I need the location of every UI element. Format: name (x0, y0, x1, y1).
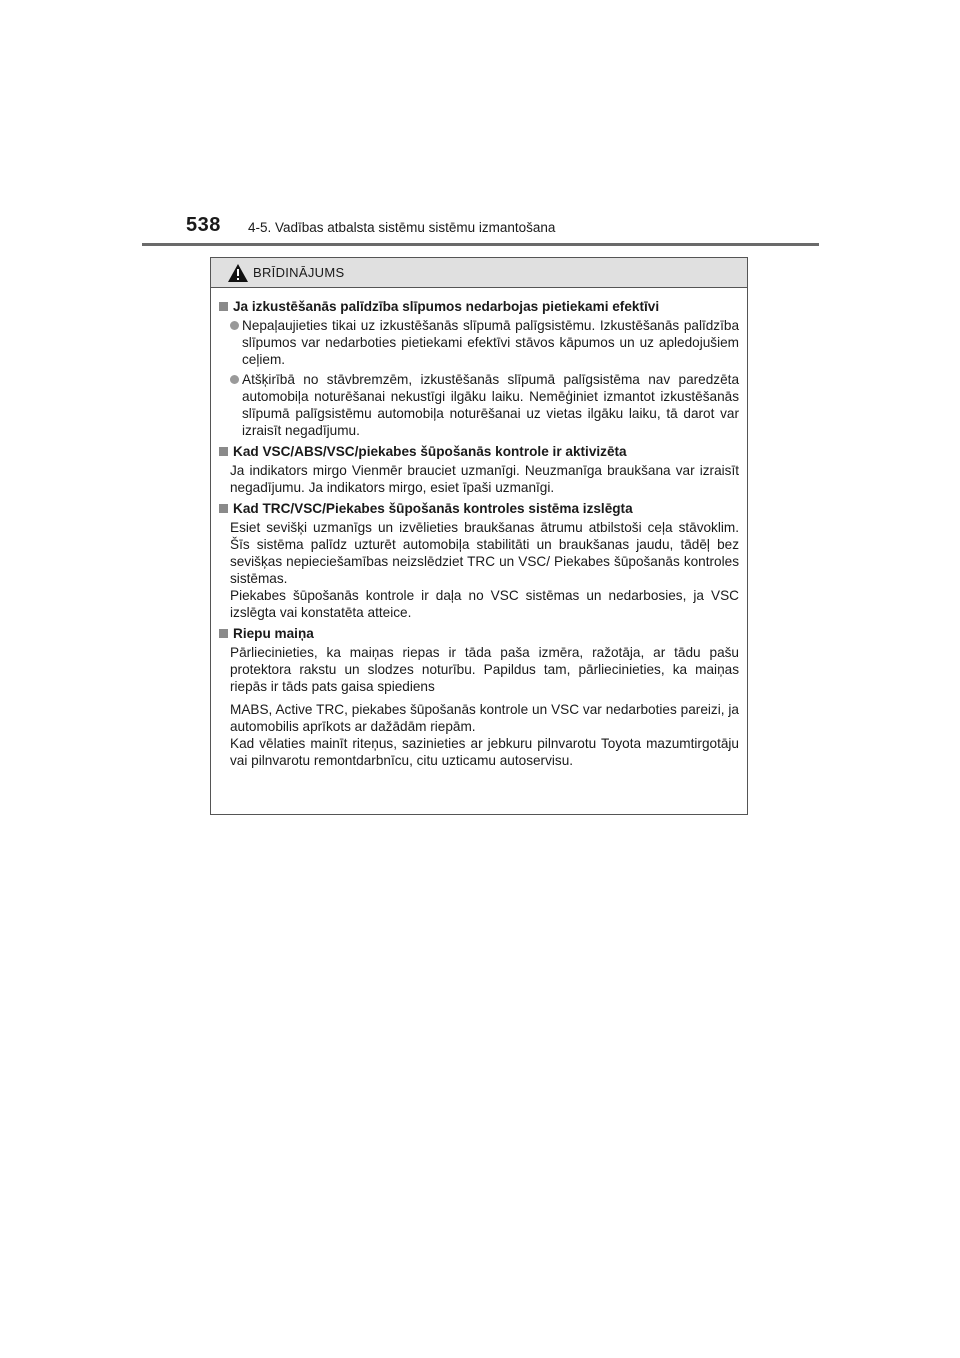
warning-body (211, 288, 747, 769)
paragraph: Piekabes šūpošanās kontrole ir daļa no VSC sistēmas un nedarbosies, ja VSC izslēgta vai konstatēta atteice. (230, 588, 739, 620)
header-rule (142, 243, 819, 246)
square-bullet-icon (219, 504, 228, 513)
paragraph: Pārliecinieties, ka maiņas riepas ir tāda paša izmēra, ražotāja, ar tādu pašu protektora rakstu un slodzes noturību. Papildus tam, pārliecinieties, ka maiņas riepās ir tāds pats gaisa spiediens (230, 645, 739, 694)
warning-triangle-icon (227, 263, 249, 283)
section-heading: Ja izkustēšanās palīdzība slīpumos nedarbojas pietiekami efektīvi (219, 298, 739, 315)
warning-title: BRĪDINĀJUMS (253, 265, 345, 280)
section-trc-off (219, 500, 739, 621)
section-vsc-active (219, 443, 739, 496)
paragraph: Kad vēlaties mainīt riteņus, sazinieties ar jebkuru pilnvarotu Toyota mazumtirgotāju vai pilnvarotu remontdarbnīcu, citu uzticamu autoservisu. (230, 736, 739, 768)
bullet-item: Nepaļaujieties tikai uz izkustēšanās slīpumā palīgsistēmu. Izkustēšanās palīdzība slīpumos var nedarboties pietiekami efektīvi stāvos kāpumos un uz apledojušiem ceļiem. (219, 317, 739, 368)
section-tire-change (219, 625, 739, 769)
round-bullet-icon (230, 375, 239, 384)
paragraph: Ja indikators mirgo Vienmēr brauciet uzmanīgi. Neuzmanīga braukšana var izraisīt negadījumu. Ja indikators mirgo, esiet īpaši uzmanīgi. (230, 463, 739, 495)
round-bullet-icon (230, 321, 239, 330)
section-heading: Kad TRC/VSC/Piekabes šūpošanās kontroles sistēma izslēgta (219, 500, 739, 517)
section-heading: Riepu maiņa (219, 625, 739, 642)
warning-header (211, 258, 747, 288)
section-slope-assist (219, 298, 739, 439)
section-heading: Kad VSC/ABS/VSC/piekabes šūpošanās kontrole ir aktivizēta (219, 443, 739, 460)
paragraph: MABS, Active TRC, piekabes šūpošanās kontrole un VSC var nedarboties pareizi, ja automobilis aprīkots ar dažādām riepām. (230, 702, 739, 734)
square-bullet-icon (219, 447, 228, 456)
square-bullet-icon (219, 302, 228, 311)
page-number: 538 (186, 214, 221, 236)
warning-box (210, 257, 748, 815)
paragraph: Esiet sevišķi uzmanīgs un izvēlieties braukšanas ātrumu atbilstoši ceļa stāvoklim. Šīs sistēma palīdz uzturēt automobiļa stabilitāti un braukšanas jaudu, tādēļ bez sevišķas nepieciešamības neizslēdziet TRC un VSC/ Piekabes šūpošanās kontroles sistēmas. (230, 520, 739, 586)
section-title: 4-5. Vadības atbalsta sistēmu sistēmu izmantošana (248, 220, 556, 235)
page-header (186, 214, 818, 246)
square-bullet-icon (219, 629, 228, 638)
bullet-item: Atšķirībā no stāvbremzēm, izkustēšanās slīpumā palīgsistēma nav paredzēta automobiļa noturēšanai nekustīgi ilgāku laiku. Nemēģiniet izmantot izkustēšanās slīpumā palīgsistēmu automobiļa noturēšanai uz vietas ilgāku laiku, tā darot var izraisīt negadījumu. (219, 371, 739, 439)
